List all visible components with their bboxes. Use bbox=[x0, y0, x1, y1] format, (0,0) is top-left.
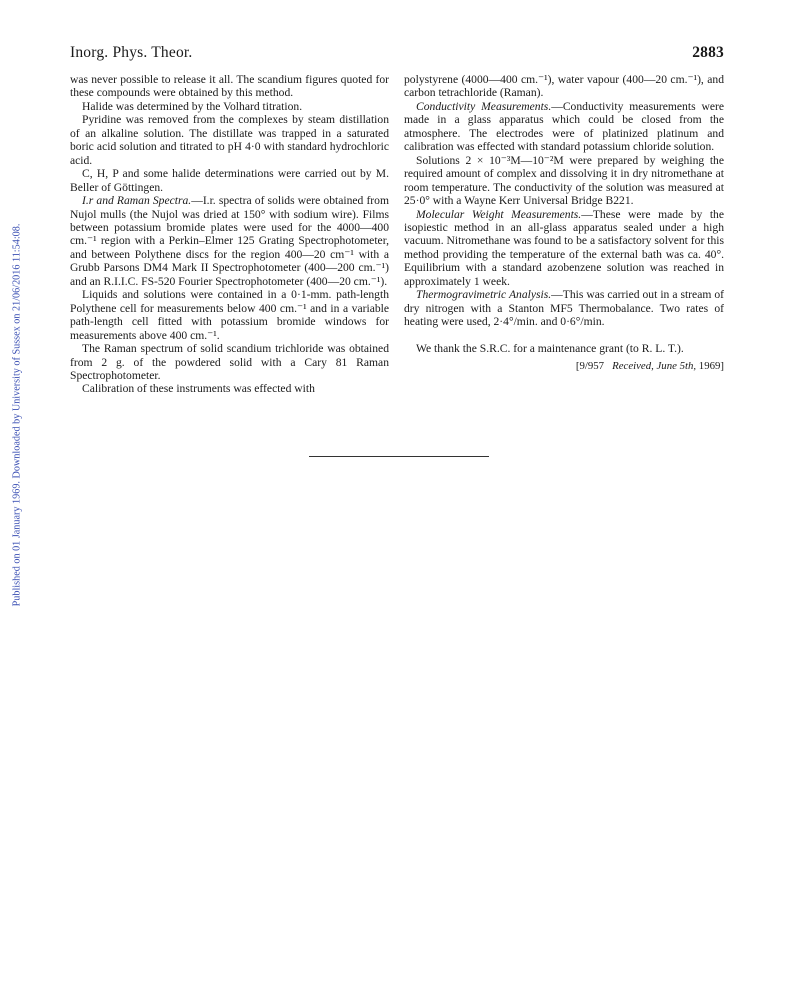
paragraph: Pyridine was removed from the complexes by steam distillation of an alkaline solution. The distillate was trapped in a saturated boric acid solution and titrated to pH 4·0 with standard hydrochloric acid. bbox=[70, 113, 389, 167]
paragraph: The Raman spectrum of solid scandium trichloride was obtained from 2 g. of the powdered solid with a Cary 81 Raman Spectrophotometer. bbox=[70, 342, 389, 382]
paragraph: was never possible to release it all. The scandium figures quoted for these compounds were obtained by this method. bbox=[70, 73, 389, 100]
download-watermark bbox=[10, 220, 24, 610]
paragraph: I.r and Raman Spectra.—I.r. spectra of solids were obtained from Nujol mulls (the Nujol was dried at 150° with sodium wire). Films between potassium bromide plates were used for the 4000—400 cm.⁻¹ region with a Perkin–Elmer 125 Grating Spectrophotometer, and between Polythene discs for the region 400—20 cm⁻¹ with a Grubb Parsons DM4 Mark II Spectrophotometer (400—200 cm.⁻¹) and an R.I.I.C. FS-520 Fourier Spectrophotometer (400—20 cm.⁻¹). bbox=[70, 194, 389, 288]
section-heading: Molecular Weight Measurements. bbox=[416, 207, 582, 221]
running-header bbox=[70, 44, 724, 66]
section-heading: Conductivity Measurements. bbox=[416, 99, 552, 113]
paragraph: Liquids and solutions were contained in a 0·1-mm. path-length Polythene cell for measurements below 400 cm.⁻¹ and in a variable path-length cell fitted with potassium bromide windows for measurements above 400 cm.⁻¹. bbox=[70, 288, 389, 342]
paragraph: C, H, P and some halide determinations were carried out by M. Beller of Göttingen. bbox=[70, 167, 389, 194]
acknowledgement: We thank the S.R.C. for a maintenance grant (to R. L. T.). bbox=[416, 341, 684, 355]
paragraph: Halide was determined by the Volhard titration. bbox=[82, 99, 303, 113]
received-label: Received, June 5th, bbox=[612, 360, 697, 373]
end-rule bbox=[309, 456, 489, 457]
section-heading: I.r and Raman Spectra. bbox=[82, 194, 192, 208]
page-number: 2883 bbox=[692, 44, 724, 61]
right-column bbox=[404, 73, 724, 374]
download-notice-text: Published on 01 January 1969. Downloaded by University of Sussex on 21/06/2016 11:54:08. bbox=[11, 223, 23, 607]
paragraph: Molecular Weight Measurements.—These were made by the isopiestic method in an all-glass apparatus sealed under a high vacuum. Nitromethane was found to be a satisfactory solvent for this method providing the temperature of the external bath was ca. 40°. Equilibrium with a standard azobenzene solution was reached in approximately 1 week. bbox=[404, 207, 724, 288]
left-column bbox=[70, 73, 389, 396]
received-year: 1969] bbox=[698, 360, 724, 373]
journal-title: Inorg. Phys. Theor. bbox=[70, 44, 193, 61]
paragraph: Thermogravimetric Analysis.—This was carried out in a stream of dry nitrogen with a Stanton MF5 Thermobalance. Two rates of heating were used, 2·4°/min. and 0·6°/min. bbox=[404, 288, 724, 329]
paragraph: Conductivity Measurements.—Conductivity measurements were made in a glass apparatus which could be closed from the atmosphere. The electrodes were of platinized platinum and calibration was effected with standard potassium chloride solution. bbox=[404, 99, 725, 154]
paragraph: Solutions 2 × 10⁻³M—10⁻²M were prepared by weighing the required amount of complex and dissolving it in dry nitromethane at room temperature. The conductivity of the solution was measured at 25·0° with a Wayne Kerr Universal Bridge B221. bbox=[404, 153, 724, 208]
paragraph: Calibration of these instruments was effected with bbox=[82, 382, 315, 396]
section-heading: Thermogravimetric Analysis. bbox=[416, 288, 552, 302]
paragraph: polystyrene (4000—400 cm.⁻¹), water vapour (400—20 cm.⁻¹), and carbon tetrachloride (Raman). bbox=[404, 73, 724, 100]
reference-number: [9/957 bbox=[575, 360, 605, 373]
received-date-line bbox=[404, 360, 724, 373]
